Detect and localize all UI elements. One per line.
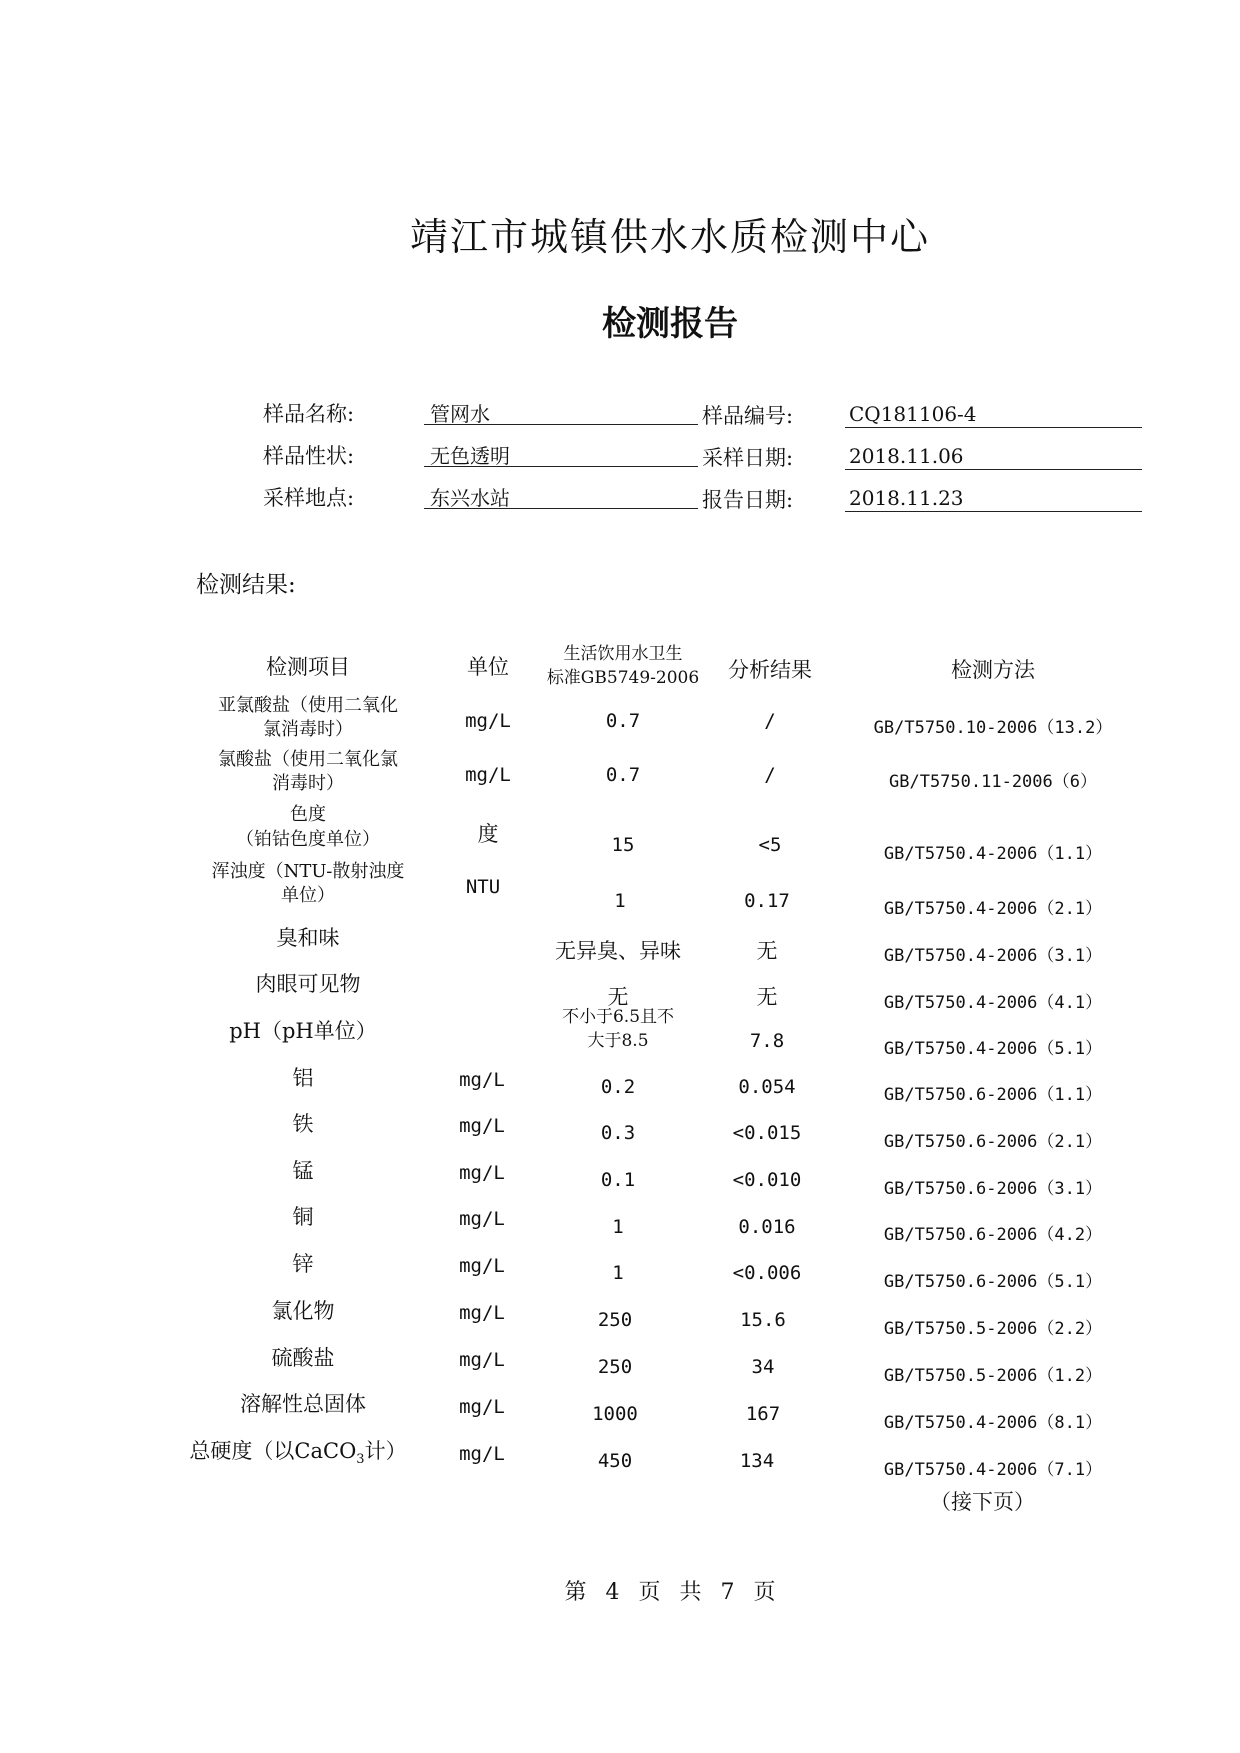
row-standard: 0.7 <box>605 710 641 732</box>
row-item: 氯化物 <box>271 1299 335 1323</box>
row-standard-line1: 不小于6.5且不 <box>561 1007 675 1027</box>
row-result: 0.016 <box>738 1216 796 1238</box>
row-item-line1: 色度 <box>290 804 326 825</box>
sample-number-value: CQ181106-4 <box>849 402 977 426</box>
sample-name-underline <box>424 424 698 425</box>
row-unit: mg/L <box>459 1115 505 1137</box>
row-unit: mg/L <box>459 1443 505 1465</box>
row-method: GB/T5750.6-2006（3.1） <box>883 1179 1103 1199</box>
row-method: GB/T5750.6-2006（1.1） <box>883 1085 1103 1105</box>
row-item: pH（pH单位） <box>229 1019 377 1043</box>
row-standard: 450 <box>597 1450 633 1472</box>
sample-property-underline <box>424 466 698 467</box>
header-standard-line2: 标准GB5749-2006 <box>546 668 700 688</box>
row-item-line1: 浑浊度（NTU-散射浊度 <box>211 861 405 882</box>
row-standard: 无异臭、异味 <box>555 939 681 963</box>
row-result: <5 <box>758 834 782 856</box>
header-standard-line1: 生活饮用水卫生 <box>563 644 683 664</box>
row-method: GB/T5750.4-2006（5.1） <box>883 1039 1103 1059</box>
row-standard: 无 <box>607 985 629 1009</box>
row-standard-line2: 大于8.5 <box>587 1031 649 1051</box>
row-result: 134 <box>739 1450 775 1472</box>
row-item: 锌 <box>292 1252 314 1276</box>
row-unit: mg/L <box>459 1208 505 1230</box>
row-result: 无 <box>756 985 778 1009</box>
row-result: 无 <box>756 939 778 963</box>
org-title: 靖江市城镇供水水质检测中心 <box>409 215 930 259</box>
row-item: 锰 <box>292 1159 314 1183</box>
row-item-line2: （铂钴色度单位） <box>236 829 380 850</box>
header-method: 检测方法 <box>951 658 1035 682</box>
row-item <box>183 1435 413 1467</box>
sample-number-underline <box>845 427 1142 428</box>
row-standard: 0.1 <box>600 1169 636 1191</box>
row-unit: mg/L <box>459 1349 505 1371</box>
row-result: 0.054 <box>738 1076 796 1098</box>
sampling-location-label: 采样地点: <box>263 486 355 510</box>
row-item: 铜 <box>292 1205 314 1229</box>
row-item-subscript: 3 <box>356 1452 365 1468</box>
row-method: GB/T5750.10-2006（13.2） <box>873 718 1113 738</box>
sample-property-value: 无色透明 <box>430 444 510 468</box>
row-item: 铝 <box>292 1066 314 1090</box>
row-standard: 0.2 <box>600 1076 636 1098</box>
row-standard: 250 <box>597 1309 633 1331</box>
row-item-line2: 单位） <box>281 885 335 906</box>
row-item-line1: 亚氯酸盐（使用二氧化 <box>218 695 398 716</box>
sample-property-label: 样品性状: <box>263 444 355 468</box>
row-unit: mg/L <box>459 1069 505 1091</box>
row-standard: 1000 <box>592 1403 638 1425</box>
row-result: / <box>764 710 776 732</box>
results-heading: 检测结果: <box>196 572 296 598</box>
row-item-suffix: 计） <box>364 1439 407 1463</box>
row-item: 溶解性总固体 <box>240 1392 366 1416</box>
row-standard: 1 <box>612 1216 624 1238</box>
row-result: / <box>764 764 776 786</box>
row-item: 硫酸盐 <box>271 1346 335 1370</box>
report-date-value: 2018.11.23 <box>849 486 964 510</box>
row-method: GB/T5750.5-2006（1.2） <box>883 1366 1103 1386</box>
row-method: GB/T5750.5-2006（2.2） <box>883 1319 1103 1339</box>
row-unit: mg/L <box>465 710 511 732</box>
row-standard: 0.7 <box>605 764 641 786</box>
row-unit: mg/L <box>459 1302 505 1324</box>
row-standard: 0.3 <box>600 1122 636 1144</box>
row-item: 铁 <box>292 1112 314 1136</box>
sampling-location-value: 东兴水站 <box>430 486 510 510</box>
sampling-date-value: 2018.11.06 <box>849 444 964 468</box>
header-result: 分析结果 <box>728 658 812 682</box>
sampling-date-underline <box>845 469 1142 470</box>
row-item-line1: 氯酸盐（使用二氧化氯 <box>218 749 398 770</box>
row-standard: 1 <box>612 1262 624 1284</box>
row-result: <0.015 <box>732 1122 802 1144</box>
row-method: GB/T5750.4-2006（3.1） <box>883 946 1103 966</box>
row-item: 臭和味 <box>276 926 340 950</box>
header-unit: 单位 <box>467 655 509 679</box>
row-unit: mg/L <box>465 764 511 786</box>
row-method: GB/T5750.4-2006（1.1） <box>883 844 1103 864</box>
report-date-label: 报告日期: <box>702 488 794 512</box>
report-title: 检测报告 <box>602 304 738 344</box>
row-unit: mg/L <box>459 1162 505 1184</box>
row-item: 肉眼可见物 <box>255 972 361 996</box>
row-item-line2: 氯消毒时） <box>263 719 353 740</box>
row-result: <0.010 <box>732 1169 802 1191</box>
continued-note: （接下页） <box>930 1490 1035 1514</box>
row-method: GB/T5750.4-2006（7.1） <box>883 1460 1103 1480</box>
header-item: 检测项目 <box>266 655 350 679</box>
sampling-date-label: 采样日期: <box>702 446 794 470</box>
sample-name-label: 样品名称: <box>263 402 355 426</box>
row-unit: NTU <box>465 876 501 898</box>
report-date-underline <box>845 511 1142 512</box>
row-unit: 度 <box>477 822 499 846</box>
row-result: 0.17 <box>744 890 790 912</box>
row-item-line2: 消毒时） <box>272 773 344 794</box>
row-method: GB/T5750.4-2006（8.1） <box>883 1413 1103 1433</box>
row-unit: mg/L <box>459 1396 505 1418</box>
row-method: GB/T5750.4-2006（4.1） <box>883 993 1103 1013</box>
sample-name-value: 管网水 <box>430 402 490 426</box>
row-method: GB/T5750.11-2006（6） <box>889 772 1097 792</box>
row-result: 15.6 <box>740 1309 786 1331</box>
row-result: 167 <box>745 1403 781 1425</box>
sampling-location-underline <box>424 508 698 509</box>
row-result: <0.006 <box>732 1262 802 1284</box>
row-result: 34 <box>751 1356 775 1378</box>
row-standard: 1 <box>614 890 626 912</box>
row-method: GB/T5750.6-2006（5.1） <box>883 1272 1103 1292</box>
sample-number-label: 样品编号: <box>702 404 794 428</box>
row-method: GB/T5750.6-2006（2.1） <box>883 1132 1103 1152</box>
row-method: GB/T5750.6-2006（4.2） <box>883 1225 1103 1245</box>
row-result: 7.8 <box>749 1030 785 1052</box>
row-standard: 15 <box>611 834 635 856</box>
row-method: GB/T5750.4-2006（2.1） <box>883 899 1103 919</box>
row-item-prefix: 总硬度（以CaCO <box>189 1439 357 1463</box>
page-number: 第 4 页 共 7 页 <box>564 1580 776 1605</box>
row-standard: 250 <box>597 1356 633 1378</box>
row-unit: mg/L <box>459 1255 505 1277</box>
